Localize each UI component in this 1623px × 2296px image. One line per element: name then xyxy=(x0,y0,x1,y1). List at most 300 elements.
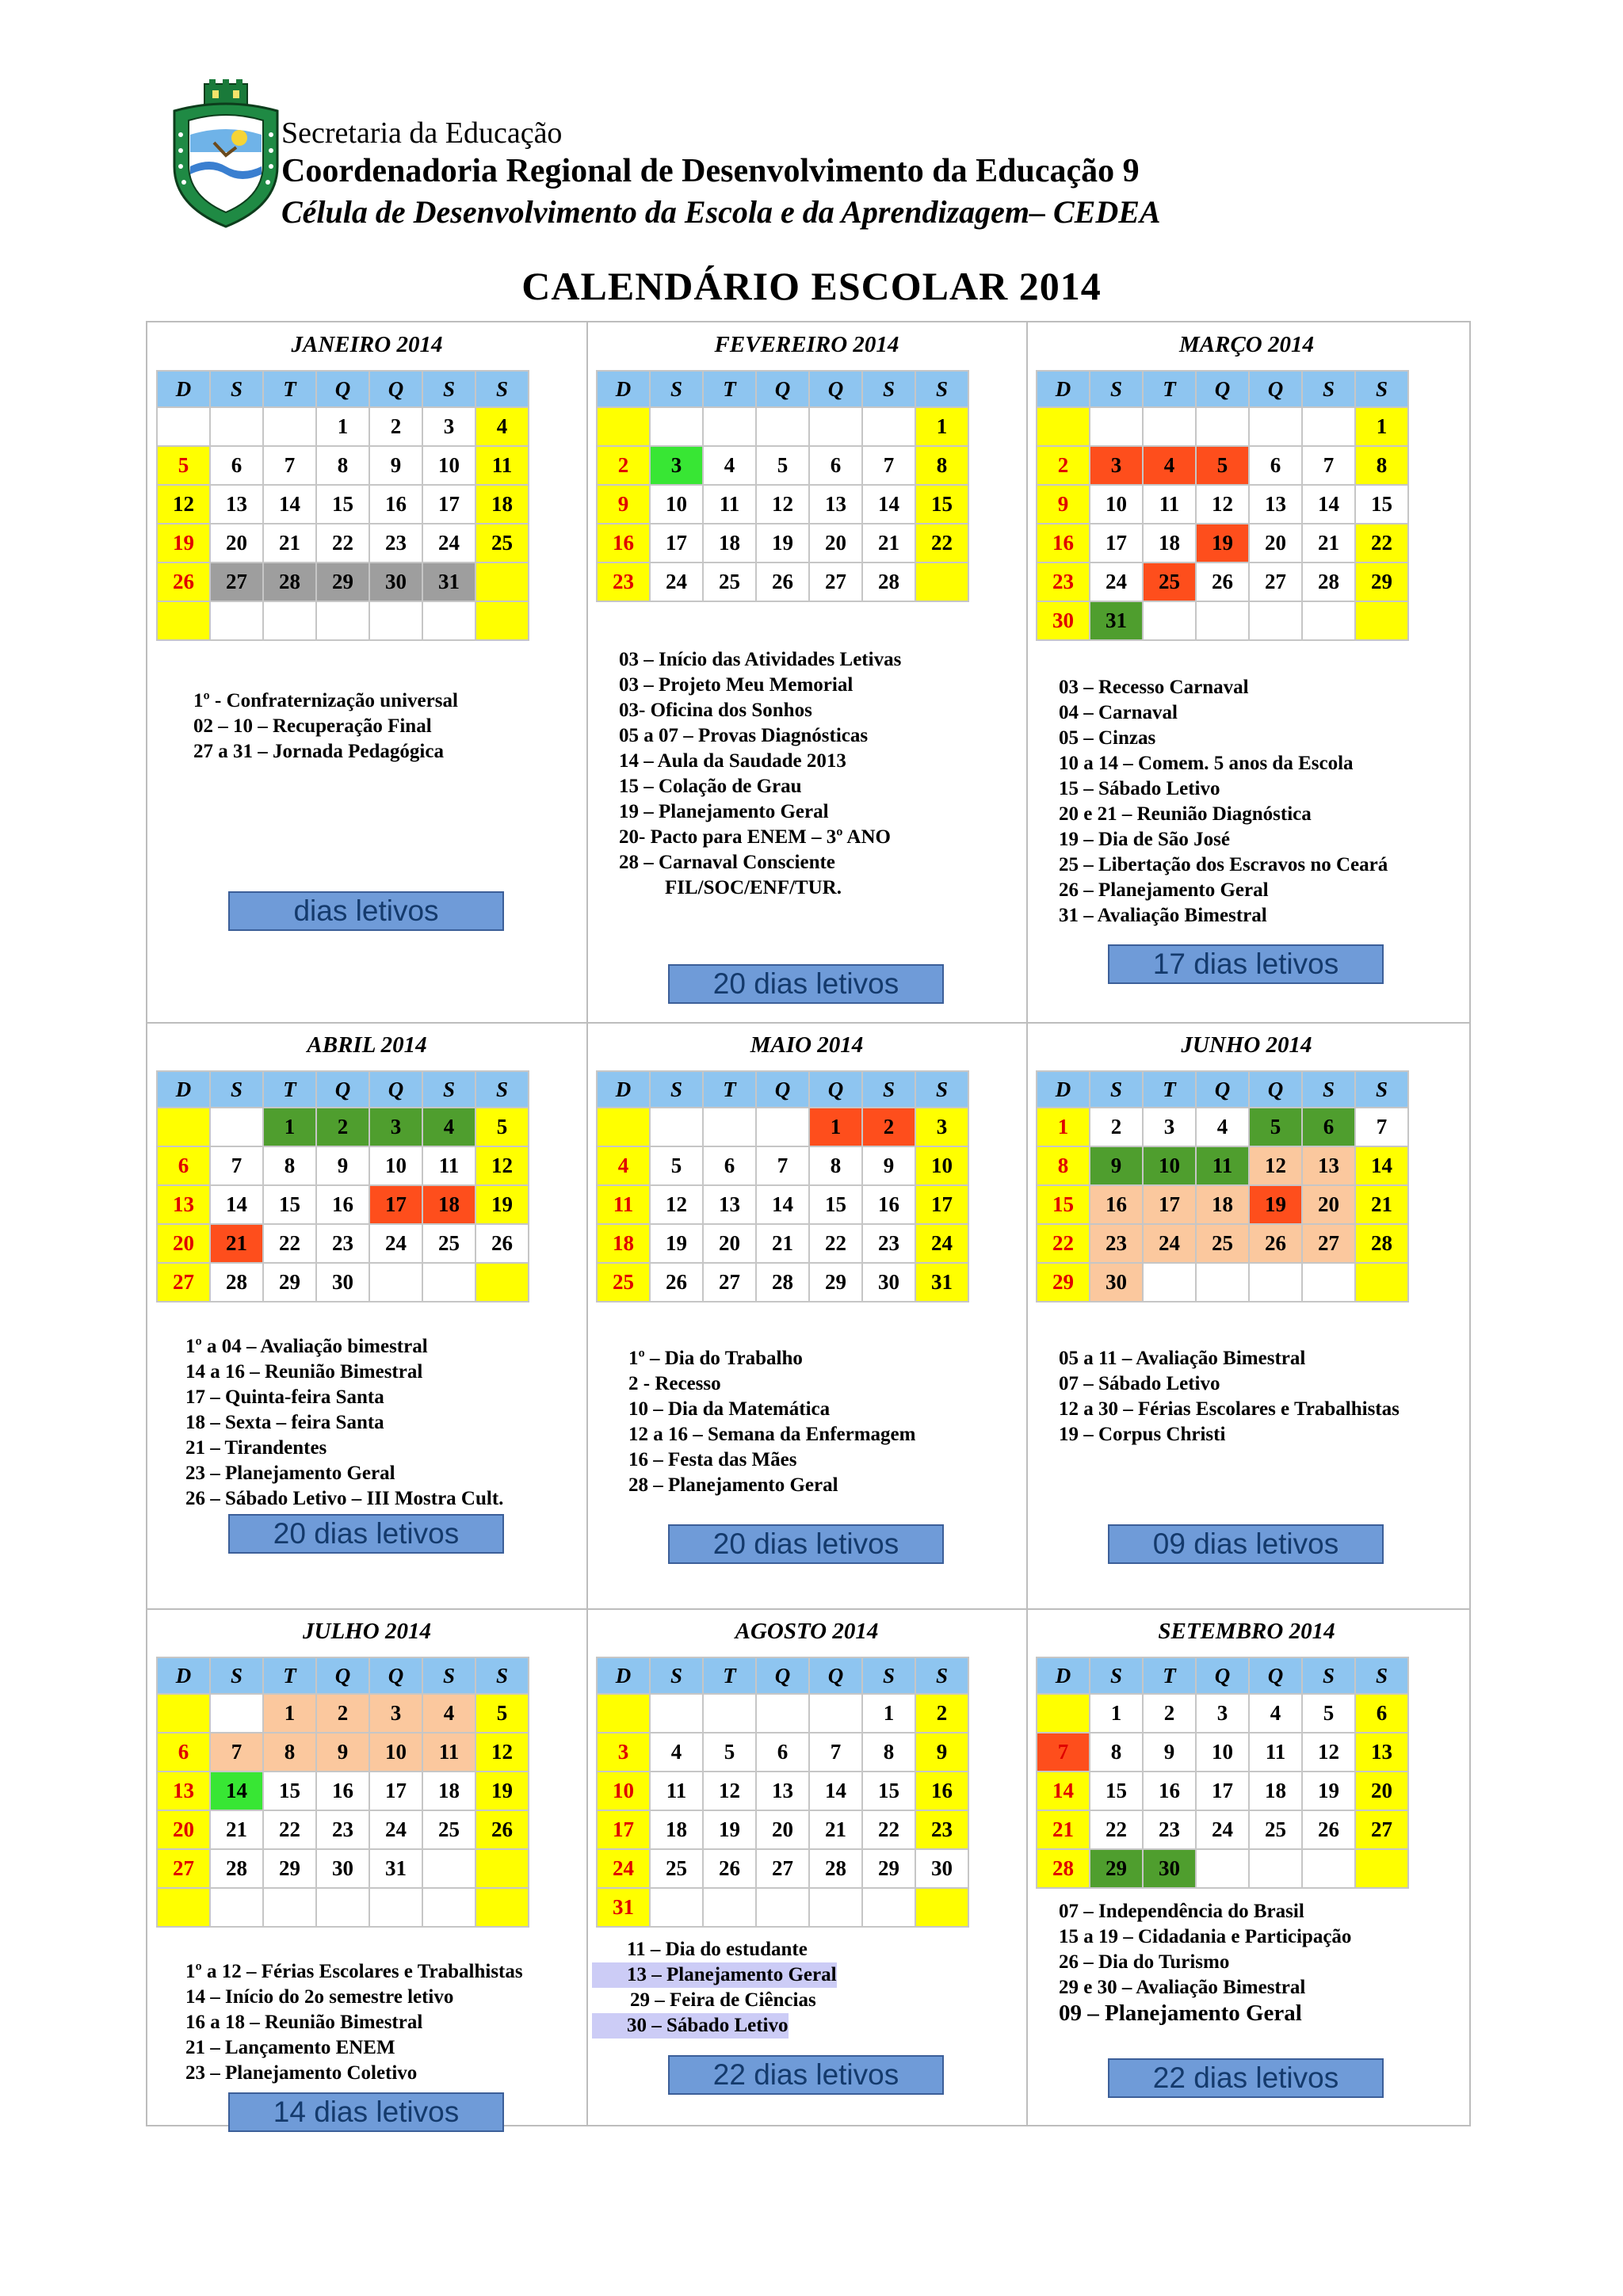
day-cell: 4 xyxy=(650,1733,703,1772)
day-cell: 15 xyxy=(1090,1772,1143,1810)
day-cell: 27 xyxy=(1355,1810,1408,1849)
calendar-table xyxy=(596,1657,969,1928)
week-row xyxy=(1037,446,1408,485)
day-cell: 24 xyxy=(1090,563,1143,601)
day-cell xyxy=(475,601,529,640)
day-cell xyxy=(1196,1263,1249,1302)
day-cell: 4 xyxy=(597,1146,650,1185)
day-cell xyxy=(263,407,316,446)
note-line: 03 – Recesso Carnaval xyxy=(1059,677,1249,698)
weekday-header: S xyxy=(1302,371,1355,407)
day-cell: 31 xyxy=(422,563,475,601)
day-cell: 26 xyxy=(475,1224,529,1263)
calendar-table xyxy=(156,1657,529,1928)
weekday-header: S xyxy=(210,1071,263,1108)
day-cell: 24 xyxy=(1196,1810,1249,1849)
weekday-header: D xyxy=(157,1071,210,1108)
day-cell: 28 xyxy=(1355,1224,1408,1263)
weekday-header: S xyxy=(1090,371,1143,407)
day-cell: 7 xyxy=(809,1733,862,1772)
note-line: 26 – Planejamento Geral xyxy=(1059,879,1269,901)
calendar-table xyxy=(156,370,529,641)
week-row xyxy=(1037,1733,1408,1772)
day-cell xyxy=(862,407,915,446)
day-cell: 13 xyxy=(1355,1733,1408,1772)
day-cell: 30 xyxy=(316,1263,369,1302)
day-cell: 21 xyxy=(1037,1810,1090,1849)
day-cell: 24 xyxy=(369,1224,422,1263)
day-cell: 11 xyxy=(597,1185,650,1224)
day-cell: 13 xyxy=(210,485,263,524)
day-cell: 23 xyxy=(316,1810,369,1849)
day-cell: 26 xyxy=(475,1810,529,1849)
weekday-header-row xyxy=(1037,1071,1408,1108)
day-cell: 13 xyxy=(157,1772,210,1810)
day-cell: 5 xyxy=(703,1733,756,1772)
day-cell xyxy=(1249,407,1302,446)
note-line: 21 – Lançamento ENEM xyxy=(185,2037,395,2058)
day-cell: 12 xyxy=(157,485,210,524)
day-cell: 31 xyxy=(597,1888,650,1927)
day-cell: 6 xyxy=(1302,1108,1355,1146)
header-celula: Célula de Desenvolvimento da Escola e da Aprendizagem– CEDEA xyxy=(281,194,1161,230)
note-line: 30 – Sábado Letivo xyxy=(592,2013,789,2039)
day-cell: 15 xyxy=(809,1185,862,1224)
day-cell: 26 xyxy=(650,1263,703,1302)
weekday-header: T xyxy=(1143,1071,1196,1108)
day-cell: 29 xyxy=(1090,1849,1143,1888)
day-cell: 28 xyxy=(862,563,915,601)
day-cell: 11 xyxy=(1143,485,1196,524)
day-cell: 5 xyxy=(1196,446,1249,485)
weekday-header: S xyxy=(475,1657,529,1694)
note-line: 12 a 30 – Férias Escolares e Trabalhistas xyxy=(1059,1398,1400,1420)
header-secretaria: Secretaria da Educação xyxy=(281,116,563,150)
week-row xyxy=(157,563,529,601)
day-cell xyxy=(809,1888,862,1927)
note-line: 28 – Carnaval Consciente xyxy=(619,852,835,873)
day-cell: 5 xyxy=(756,446,809,485)
month-notes xyxy=(619,647,901,901)
month-notes xyxy=(185,1959,523,2086)
weekday-header: Q xyxy=(316,371,369,407)
day-cell: 4 xyxy=(1143,446,1196,485)
day-cell: 13 xyxy=(1249,485,1302,524)
week-row xyxy=(1037,1108,1408,1146)
day-cell xyxy=(650,1108,703,1146)
month-title: JUNHO 2014 xyxy=(1181,1032,1312,1058)
day-cell: 30 xyxy=(915,1849,968,1888)
day-cell: 12 xyxy=(1196,485,1249,524)
calendar-table xyxy=(596,370,969,602)
day-cell: 2 xyxy=(915,1694,968,1733)
day-cell: 15 xyxy=(1037,1185,1090,1224)
day-cell xyxy=(369,1263,422,1302)
note-line: 23 – Planejamento Coletivo xyxy=(185,2062,418,2084)
note-line: 03- Oficina dos Sonhos xyxy=(619,700,812,721)
day-cell: 22 xyxy=(915,524,968,563)
day-cell: 25 xyxy=(422,1224,475,1263)
week-row xyxy=(597,1694,968,1733)
day-cell: 3 xyxy=(1090,446,1143,485)
weekday-header: D xyxy=(157,1657,210,1694)
weekday-header: S xyxy=(210,371,263,407)
day-cell: 4 xyxy=(422,1694,475,1733)
day-cell: 1 xyxy=(263,1108,316,1146)
day-cell xyxy=(597,1694,650,1733)
day-cell xyxy=(756,1888,809,1927)
day-cell: 10 xyxy=(915,1146,968,1185)
day-cell xyxy=(422,1849,475,1888)
day-cell: 29 xyxy=(263,1263,316,1302)
day-cell: 18 xyxy=(1196,1185,1249,1224)
day-cell: 22 xyxy=(263,1810,316,1849)
day-cell: 12 xyxy=(1249,1146,1302,1185)
month-notes xyxy=(628,1346,915,1498)
day-cell: 11 xyxy=(650,1772,703,1810)
day-cell: 21 xyxy=(210,1224,263,1263)
weekday-header: D xyxy=(1037,1071,1090,1108)
weekday-header: S xyxy=(475,371,529,407)
day-cell: 18 xyxy=(1249,1772,1302,1810)
weekday-header: Q xyxy=(809,371,862,407)
calendar-table xyxy=(596,1070,969,1302)
day-cell: 16 xyxy=(862,1185,915,1224)
day-cell: 5 xyxy=(475,1694,529,1733)
note-line: 19 – Planejamento Geral xyxy=(619,801,829,822)
header-coordenadoria: Coordenadoria Regional de Desenvolvimento da Educação 9 xyxy=(281,153,1140,189)
month-fevereiro xyxy=(587,322,1026,1020)
dias-letivos-badge: 22 dias letivos xyxy=(1108,2058,1384,2098)
day-cell: 19 xyxy=(756,524,809,563)
weekday-header: S xyxy=(915,1657,968,1694)
day-cell: 25 xyxy=(422,1810,475,1849)
weekday-header: T xyxy=(263,1071,316,1108)
note-line: 05 – Cinzas xyxy=(1059,727,1156,749)
day-cell: 9 xyxy=(1037,485,1090,524)
week-row xyxy=(1037,563,1408,601)
day-cell: 28 xyxy=(210,1849,263,1888)
weekday-header: S xyxy=(862,1657,915,1694)
weekday-header-row xyxy=(1037,371,1408,407)
day-cell: 20 xyxy=(210,524,263,563)
day-cell: 23 xyxy=(316,1224,369,1263)
day-cell: 10 xyxy=(1196,1733,1249,1772)
day-cell: 4 xyxy=(1249,1694,1302,1733)
month-title: ABRIL 2014 xyxy=(307,1032,427,1058)
day-cell: 9 xyxy=(915,1733,968,1772)
day-cell: 16 xyxy=(1143,1772,1196,1810)
day-cell: 15 xyxy=(915,485,968,524)
day-cell: 5 xyxy=(650,1146,703,1185)
day-cell: 10 xyxy=(422,446,475,485)
day-cell: 1 xyxy=(316,407,369,446)
day-cell: 5 xyxy=(1249,1108,1302,1146)
day-cell: 18 xyxy=(475,485,529,524)
note-line: 31 – Avaliação Bimestral xyxy=(1059,905,1267,926)
note-line: 26 – Sábado Letivo – III Mostra Cult. xyxy=(185,1488,504,1509)
weekday-header: D xyxy=(157,371,210,407)
day-cell: 29 xyxy=(316,563,369,601)
day-cell: 23 xyxy=(915,1810,968,1849)
weekday-header-row xyxy=(157,1657,529,1694)
day-cell: 12 xyxy=(1302,1733,1355,1772)
day-cell xyxy=(1143,1263,1196,1302)
day-cell: 19 xyxy=(1196,524,1249,563)
weekday-header: S xyxy=(1355,1657,1408,1694)
note-line: 2 - Recesso xyxy=(628,1373,721,1394)
day-cell: 12 xyxy=(475,1733,529,1772)
day-cell: 1 xyxy=(1355,407,1408,446)
day-cell: 8 xyxy=(316,446,369,485)
month-title: AGOSTO 2014 xyxy=(735,1619,879,1644)
month-title: MARÇO 2014 xyxy=(1178,332,1314,357)
week-row xyxy=(157,407,529,446)
week-row xyxy=(157,1888,529,1927)
week-row xyxy=(157,1772,529,1810)
day-cell xyxy=(1302,407,1355,446)
weekday-header: Q xyxy=(1196,371,1249,407)
weekday-header: Q xyxy=(756,1071,809,1108)
day-cell: 28 xyxy=(1302,563,1355,601)
day-cell: 7 xyxy=(1302,446,1355,485)
day-cell: 11 xyxy=(422,1146,475,1185)
month-title: JANEIRO 2014 xyxy=(291,332,443,357)
month-setembro xyxy=(1027,1609,1466,2116)
weekday-header: D xyxy=(597,371,650,407)
day-cell: 6 xyxy=(809,446,862,485)
day-cell: 19 xyxy=(475,1185,529,1224)
day-cell: 27 xyxy=(756,1849,809,1888)
note-line: 03 – Projeto Meu Memorial xyxy=(619,674,854,696)
day-cell xyxy=(475,1888,529,1927)
day-cell: 28 xyxy=(809,1849,862,1888)
weekday-header-row xyxy=(597,1071,968,1108)
week-row xyxy=(1037,485,1408,524)
week-row xyxy=(597,1224,968,1263)
day-cell: 18 xyxy=(703,524,756,563)
day-cell: 5 xyxy=(157,446,210,485)
day-cell: 8 xyxy=(862,1733,915,1772)
day-cell xyxy=(1355,1849,1408,1888)
day-cell: 3 xyxy=(915,1108,968,1146)
day-cell: 21 xyxy=(862,524,915,563)
day-cell: 18 xyxy=(1143,524,1196,563)
day-cell: 8 xyxy=(809,1146,862,1185)
week-row xyxy=(1037,1185,1408,1224)
day-cell xyxy=(809,1694,862,1733)
month-notes xyxy=(1059,1346,1400,1447)
weekday-header: Q xyxy=(369,371,422,407)
month-title: FEVEREIRO 2014 xyxy=(714,332,899,357)
note-line: 15 – Sábado Letivo xyxy=(1059,778,1220,799)
day-cell: 4 xyxy=(475,407,529,446)
day-cell: 7 xyxy=(756,1146,809,1185)
week-row xyxy=(1037,1810,1408,1849)
day-cell: 26 xyxy=(1249,1224,1302,1263)
day-cell: 1 xyxy=(263,1694,316,1733)
day-cell: 16 xyxy=(1090,1185,1143,1224)
note-line: 20- Pacto para ENEM – 3º ANO xyxy=(619,826,891,848)
weekday-header: Q xyxy=(316,1071,369,1108)
day-cell: 31 xyxy=(915,1263,968,1302)
day-cell xyxy=(422,1263,475,1302)
note-line: 11 – Dia do estudante xyxy=(627,1939,808,1960)
day-cell xyxy=(422,1888,475,1927)
day-cell xyxy=(157,601,210,640)
week-row xyxy=(597,1810,968,1849)
day-cell: 15 xyxy=(862,1772,915,1810)
day-cell: 17 xyxy=(369,1772,422,1810)
note-line: 07 – Sábado Letivo xyxy=(1059,1373,1220,1394)
day-cell xyxy=(703,1694,756,1733)
day-cell xyxy=(1355,601,1408,640)
day-cell: 13 xyxy=(157,1185,210,1224)
day-cell: 24 xyxy=(915,1224,968,1263)
day-cell: 9 xyxy=(369,446,422,485)
day-cell: 16 xyxy=(597,524,650,563)
note-line: 05 a 11 – Avaliação Bimestral xyxy=(1059,1348,1306,1369)
weekday-header: S xyxy=(422,1071,475,1108)
weekday-header: Q xyxy=(1249,371,1302,407)
day-cell: 9 xyxy=(1143,1733,1196,1772)
day-cell: 13 xyxy=(703,1185,756,1224)
day-cell: 9 xyxy=(316,1733,369,1772)
week-row xyxy=(157,1224,529,1263)
day-cell xyxy=(475,1263,529,1302)
day-cell xyxy=(1302,1849,1355,1888)
day-cell: 27 xyxy=(1302,1224,1355,1263)
day-cell: 12 xyxy=(703,1772,756,1810)
day-cell: 20 xyxy=(157,1224,210,1263)
day-cell: 17 xyxy=(369,1185,422,1224)
week-row xyxy=(1037,1224,1408,1263)
day-cell xyxy=(1302,1263,1355,1302)
day-cell: 17 xyxy=(1196,1772,1249,1810)
note-line: 25 – Libertação dos Escravos no Ceará xyxy=(1059,854,1388,875)
day-cell: 10 xyxy=(369,1146,422,1185)
note-line: 1º - Confraternização universal xyxy=(193,690,458,711)
day-cell: 21 xyxy=(1355,1185,1408,1224)
month-notes xyxy=(1059,675,1388,929)
day-cell: 2 xyxy=(1037,446,1090,485)
day-cell: 25 xyxy=(1196,1224,1249,1263)
weekday-header: S xyxy=(650,1657,703,1694)
day-cell: 10 xyxy=(650,485,703,524)
day-cell: 10 xyxy=(1090,485,1143,524)
day-cell: 30 xyxy=(316,1849,369,1888)
day-cell: 23 xyxy=(369,524,422,563)
day-cell: 6 xyxy=(756,1733,809,1772)
day-cell: 30 xyxy=(1090,1263,1143,1302)
day-cell xyxy=(157,1888,210,1927)
day-cell: 2 xyxy=(1090,1108,1143,1146)
day-cell: 21 xyxy=(1302,524,1355,563)
weekday-header: Q xyxy=(369,1657,422,1694)
day-cell: 26 xyxy=(1196,563,1249,601)
day-cell: 7 xyxy=(263,446,316,485)
day-cell xyxy=(1143,601,1196,640)
day-cell: 23 xyxy=(1090,1224,1143,1263)
day-cell xyxy=(756,1108,809,1146)
note-line: 15 – Colação de Grau xyxy=(619,776,802,797)
weekday-header-row xyxy=(597,371,968,407)
day-cell: 2 xyxy=(316,1108,369,1146)
day-cell: 17 xyxy=(1090,524,1143,563)
weekday-header: D xyxy=(597,1657,650,1694)
weekday-header: Q xyxy=(809,1657,862,1694)
day-cell: 20 xyxy=(157,1810,210,1849)
day-cell: 15 xyxy=(263,1185,316,1224)
weekday-header: Q xyxy=(756,371,809,407)
note-line: 1º a 04 – Avaliação bimestral xyxy=(185,1336,428,1357)
day-cell: 20 xyxy=(1302,1185,1355,1224)
calendar-table xyxy=(1036,1070,1409,1302)
day-cell: 23 xyxy=(597,563,650,601)
weekday-header: S xyxy=(475,1071,529,1108)
day-cell: 24 xyxy=(1143,1224,1196,1263)
day-cell: 14 xyxy=(1302,485,1355,524)
day-cell: 27 xyxy=(210,563,263,601)
day-cell: 7 xyxy=(210,1146,263,1185)
day-cell: 6 xyxy=(157,1733,210,1772)
day-cell xyxy=(369,601,422,640)
weekday-header: S xyxy=(862,1071,915,1108)
day-cell: 11 xyxy=(703,485,756,524)
day-cell: 8 xyxy=(915,446,968,485)
note-line: 04 – Carnaval xyxy=(1059,702,1178,723)
day-cell xyxy=(703,1888,756,1927)
day-cell: 1 xyxy=(862,1694,915,1733)
day-cell: 25 xyxy=(1143,563,1196,601)
day-cell: 7 xyxy=(210,1733,263,1772)
week-row xyxy=(597,1108,968,1146)
day-cell: 6 xyxy=(157,1146,210,1185)
weekday-header: S xyxy=(915,1071,968,1108)
day-cell: 9 xyxy=(1090,1146,1143,1185)
weekday-header: Q xyxy=(756,1657,809,1694)
week-row xyxy=(597,485,968,524)
day-cell: 6 xyxy=(210,446,263,485)
week-row xyxy=(1037,1263,1408,1302)
day-cell: 31 xyxy=(369,1849,422,1888)
weekday-header: T xyxy=(1143,371,1196,407)
day-cell xyxy=(650,1694,703,1733)
note-line: 1º – Dia do Trabalho xyxy=(628,1348,803,1369)
day-cell: 12 xyxy=(650,1185,703,1224)
day-cell: 2 xyxy=(1143,1694,1196,1733)
day-cell: 28 xyxy=(1037,1849,1090,1888)
day-cell xyxy=(756,407,809,446)
note-line: 14 – Aula da Saudade 2013 xyxy=(619,750,846,772)
day-cell: 1 xyxy=(1090,1694,1143,1733)
day-cell: 18 xyxy=(422,1772,475,1810)
day-cell: 28 xyxy=(210,1263,263,1302)
day-cell: 8 xyxy=(1037,1146,1090,1185)
day-cell: 14 xyxy=(862,485,915,524)
day-cell: 25 xyxy=(475,524,529,563)
weekday-header-row xyxy=(157,1071,529,1108)
week-row xyxy=(157,1185,529,1224)
weekday-header: D xyxy=(1037,1657,1090,1694)
day-cell: 24 xyxy=(597,1849,650,1888)
day-cell: 22 xyxy=(862,1810,915,1849)
day-cell xyxy=(157,1108,210,1146)
day-cell xyxy=(210,1888,263,1927)
week-row xyxy=(597,1888,968,1927)
day-cell: 11 xyxy=(422,1733,475,1772)
day-cell: 7 xyxy=(862,446,915,485)
